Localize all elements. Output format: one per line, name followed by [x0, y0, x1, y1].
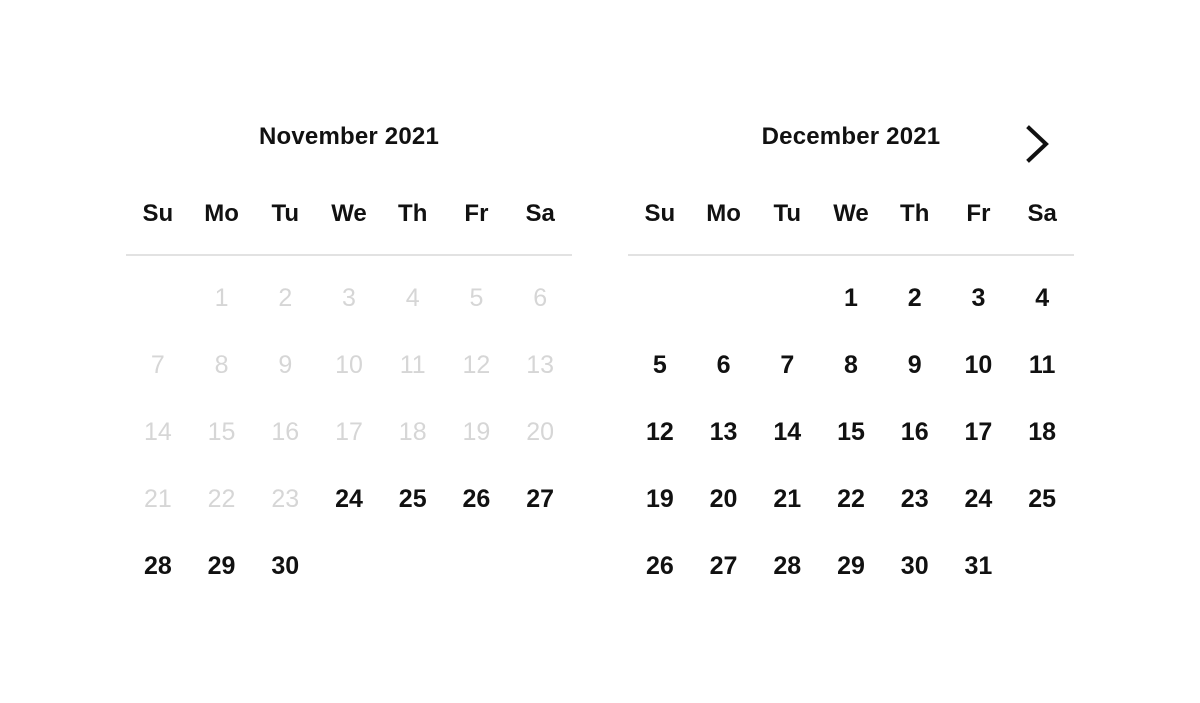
day-cell-disabled: 16 — [271, 418, 300, 446]
day-cell[interactable]: 22 — [837, 485, 865, 513]
day-cell[interactable]: 23 — [900, 485, 929, 513]
weekday-label: Mo — [706, 200, 741, 227]
day-cell[interactable]: 24 — [964, 485, 993, 513]
weekday-label: Tu — [271, 200, 300, 227]
chevron-right-icon — [1024, 124, 1050, 164]
day-cell[interactable]: 9 — [907, 351, 922, 379]
day-cell[interactable]: 28 — [143, 552, 172, 580]
month-december — [628, 108, 1074, 600]
day-cell-disabled: 17 — [335, 418, 363, 446]
day-cell[interactable]: 3 — [971, 284, 986, 312]
day-cell[interactable]: 31 — [964, 552, 993, 580]
day-cell-disabled: 22 — [207, 485, 236, 513]
day-cell[interactable]: 28 — [773, 552, 802, 580]
day-cell-disabled: 13 — [526, 351, 555, 379]
month-title: November 2021 — [258, 123, 440, 150]
month-header — [628, 108, 1074, 170]
day-cell-disabled: 7 — [150, 351, 165, 379]
day-cell-disabled: 11 — [399, 351, 426, 379]
day-cell[interactable]: 21 — [773, 485, 802, 513]
day-cell-disabled: 3 — [342, 284, 356, 312]
day-cell[interactable]: 15 — [837, 418, 865, 446]
weekday-label: Sa — [1027, 200, 1057, 227]
next-month-button[interactable] — [1020, 122, 1054, 166]
day-cell[interactable]: 30 — [900, 552, 929, 580]
day-cell-empty — [755, 265, 819, 332]
weekday-label: Su — [142, 200, 174, 227]
weekday-row — [126, 170, 572, 256]
day-cell-disabled: 2 — [278, 284, 293, 312]
weekday-label: Tu — [773, 200, 802, 227]
day-cell-empty — [628, 265, 692, 332]
day-cell[interactable]: 10 — [964, 351, 993, 379]
day-cell[interactable]: 25 — [398, 485, 427, 513]
day-cell[interactable]: 24 — [335, 485, 363, 513]
date-range-picker — [126, 108, 1074, 608]
day-cell[interactable]: 5 — [652, 351, 667, 379]
day-cell[interactable]: 17 — [964, 418, 993, 446]
day-cell[interactable]: 14 — [773, 418, 802, 446]
day-cell[interactable]: 19 — [645, 485, 674, 513]
weekday-label: We — [833, 200, 869, 227]
day-cell-disabled: 1 — [214, 284, 229, 312]
day-grid — [628, 265, 1074, 600]
day-cell-disabled: 4 — [405, 284, 420, 312]
day-cell-disabled: 9 — [278, 351, 293, 379]
month-november — [126, 108, 572, 600]
day-cell[interactable]: 6 — [716, 351, 731, 379]
weekday-row — [628, 170, 1074, 256]
day-cell-disabled: 21 — [143, 485, 172, 513]
weekday-label: Th — [398, 200, 428, 227]
day-cell[interactable]: 27 — [526, 485, 555, 513]
day-cell[interactable]: 27 — [709, 552, 738, 580]
weekday-label: Fr — [966, 200, 991, 227]
month-header — [126, 108, 572, 170]
weekday-label: We — [331, 200, 367, 227]
day-cell[interactable]: 8 — [844, 351, 858, 379]
day-cell-disabled: 15 — [207, 418, 236, 446]
day-cell[interactable]: 25 — [1028, 485, 1057, 513]
month-title: December 2021 — [761, 123, 941, 150]
day-cell[interactable]: 30 — [271, 552, 300, 580]
day-cell[interactable]: 20 — [709, 485, 738, 513]
day-cell-empty — [692, 265, 756, 332]
day-cell-disabled: 18 — [398, 418, 427, 446]
weekday-label: Mo — [204, 200, 239, 227]
day-cell[interactable]: 4 — [1035, 284, 1050, 312]
day-cell[interactable]: 26 — [462, 485, 491, 513]
day-cell-disabled: 12 — [462, 351, 491, 379]
weekday-label: Fr — [464, 200, 489, 227]
day-cell[interactable]: 16 — [900, 418, 929, 446]
day-cell[interactable]: 26 — [645, 552, 674, 580]
day-cell-disabled: 6 — [533, 284, 548, 312]
day-cell[interactable]: 13 — [709, 418, 738, 446]
day-cell[interactable]: 1 — [844, 284, 858, 312]
day-cell-disabled: 5 — [469, 284, 484, 312]
day-cell-disabled: 14 — [143, 418, 172, 446]
day-cell-disabled: 20 — [526, 418, 555, 446]
day-cell-disabled: 8 — [214, 351, 229, 379]
day-cell-disabled: 19 — [462, 418, 491, 446]
day-cell[interactable]: 11 — [1028, 351, 1056, 379]
day-cell[interactable]: 2 — [907, 284, 922, 312]
day-cell-disabled: 23 — [271, 485, 300, 513]
day-cell[interactable]: 18 — [1028, 418, 1057, 446]
weekday-label: Sa — [525, 200, 555, 227]
day-grid — [126, 265, 572, 600]
weekday-label: Su — [644, 200, 676, 227]
weekday-label: Th — [900, 200, 930, 227]
day-cell[interactable]: 29 — [837, 552, 865, 580]
day-cell[interactable]: 7 — [780, 351, 795, 379]
day-cell-empty — [126, 265, 190, 332]
day-cell[interactable]: 29 — [207, 552, 236, 580]
day-cell-disabled: 10 — [335, 351, 363, 379]
day-cell[interactable]: 12 — [645, 418, 674, 446]
